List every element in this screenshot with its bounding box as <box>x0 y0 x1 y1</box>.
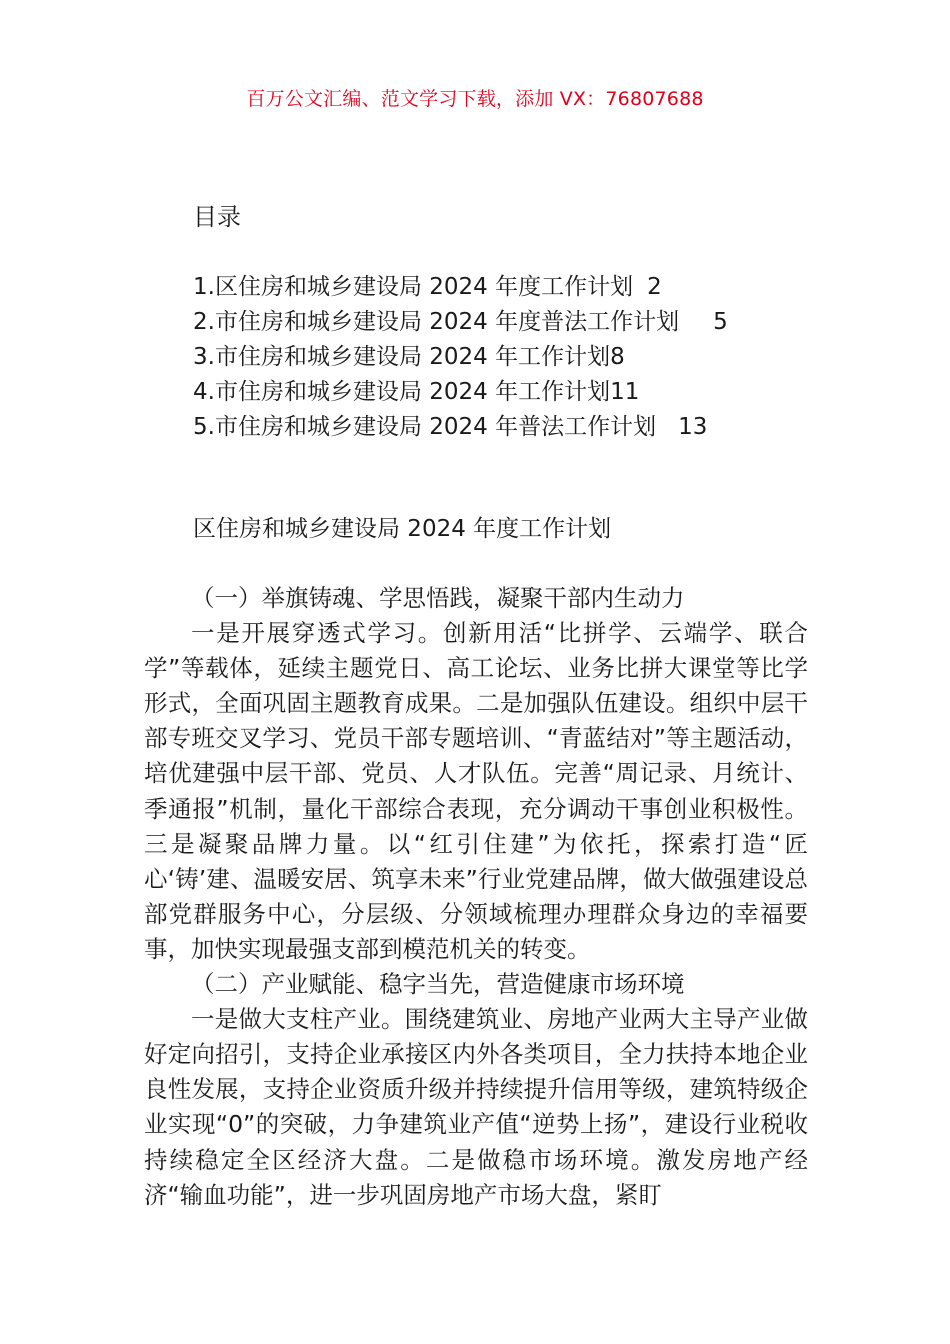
toc-item-1[interactable] <box>193 270 793 305</box>
document-body <box>144 581 808 1213</box>
toc-item-page: 2 <box>647 274 662 300</box>
toc-item-page: 11 <box>610 379 640 405</box>
toc-item-page: 5 <box>713 309 728 335</box>
section-heading: （二）产业赋能、稳字当先，营造健康市场环境 <box>191 970 685 999</box>
toc-item-3[interactable] <box>193 340 793 375</box>
section-heading: （一）举旗铸魂、学思悟践，凝聚干部内生动力 <box>191 584 685 612</box>
toc-item-label: 3.市住房和城乡建设局 2024 年工作计划 <box>193 344 611 370</box>
toc-item-2[interactable] <box>193 305 793 340</box>
toc-item-label: 2.市住房和城乡建设局 2024 年度普法工作计划 <box>193 309 680 335</box>
table-of-contents <box>193 270 793 445</box>
toc-title: 目录 <box>193 203 241 231</box>
promo-banner: 百万公文汇编、范文学习下载，添加 VX：76807688 <box>246 88 704 110</box>
toc-item-4[interactable] <box>193 375 793 410</box>
toc-item-label: 4.市住房和城乡建设局 2024 年工作计划 <box>193 379 611 405</box>
toc-item-label: 1.区住房和城乡建设局 2024 年度工作计划 <box>193 274 634 300</box>
toc-item-page: 13 <box>678 414 708 440</box>
document-title: 区住房和城乡建设局 2024 年度工作计划 <box>193 516 612 542</box>
toc-item-5[interactable] <box>193 410 793 445</box>
toc-item-label: 5.市住房和城乡建设局 2024 年普法工作计划 <box>193 414 657 440</box>
body-paragraph: 一是开展穿透式学习。创新用活“比拼学、云端学、联合学”等载体，延续主题党日、高工论坛、业务比拼大课堂等比学形式，全面巩固主题教育成果。二是加强队伍建设。组织中层干部专班交叉学习、党员干部专题培训、“青蓝结对”等主题活动，培优建强中层干部、党员、人才队伍。完善“周记录、月统计、季通报”机制，量化干部综合表现，充分调动干事创业积极性。三是凝聚品牌力量。以“红引住建”为依托，探索打造“匠心‘铸’建、温暖安居、筑享未来”行业党建品牌，做大做强建设总部党群服务中心，分层级、分领域梳理办理群众身边的幸福要事，加快实现最强支部到模范机关的转变。 <box>144 619 808 963</box>
body-paragraph: 一是做大支柱产业。围绕建筑业、房地产业两大主导产业做好定向招引，支持企业承接区内外各类项目，全力扶持本地企业良性发展，支持企业资质升级并持续提升信用等级，建筑特级企业实现“0”的突破，力争建筑业产值“逆势上扬”，建设行业税收持续稳定全区经济大盘。二是做稳市场环境。激发房地产经济“输血功能”，进一步巩固房地产市场大盘，紧盯 <box>144 1005 808 1209</box>
toc-item-page: 8 <box>610 344 625 370</box>
